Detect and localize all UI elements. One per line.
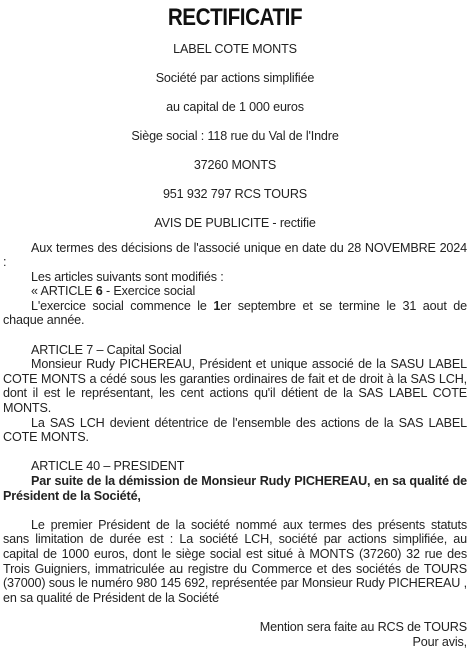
spacer	[3, 445, 467, 460]
company-capital: au capital de 1 000 euros	[3, 100, 467, 115]
article-6-prefix: « ARTICLE	[31, 284, 96, 298]
notice-headline: RECTIFICATIF	[35, 4, 434, 32]
company-name: LABEL COTE MONTS	[3, 42, 467, 57]
intro-articles: Les articles suivants sont modifiés :	[3, 270, 467, 285]
signature: Pour avis,	[3, 635, 467, 649]
article-6-body-c: er septembre et se termine le 31 aout de chaque année.	[3, 299, 467, 328]
spacer	[3, 503, 467, 518]
notice-body	[3, 241, 467, 649]
article-40-body: Le premier Président de la société nommé aux termes des présents statuts sans limitation de durée est : La société LCH, société par actions simplifiée, au capital de 1000 euros, dont le siège social est situé à MONTS (37260) 32 rue des Trois Guigniers, immatriculée au registre du Commerce et des sociétés de TOURS (37000) sous le numéro 980 145 692, représentée par Monsieur Rudy PICHEREAU , en sa qualité de Président de la Société	[3, 518, 467, 606]
article-7-body-1: Monsieur Rudy PICHEREAU, Président et unique associé de la SASU LABEL COTE MONTS a cédé sous les garanties ordinaires de fait et de droit à la SAS LCH, dont il est le représentant, les cent actions qu'il détient de la SAS LABEL COTE MONTS.	[3, 357, 467, 415]
article-40-resignation: Par suite de la démission de Monsieur Rudy PICHEREAU, en sa qualité de Président de la Société,	[3, 474, 467, 503]
company-header	[3, 42, 467, 231]
intro-decision: Aux termes des décisions de l'associé unique en date du 28 NOVEMBRE 2024 :	[3, 241, 467, 270]
company-city: 37260 MONTS	[3, 158, 467, 173]
article-6-body	[3, 299, 467, 328]
article-6-body-a: L'exercice social commence le	[31, 299, 213, 313]
article-6-number: 6	[96, 284, 103, 298]
spacer	[3, 605, 467, 620]
article-40-title: ARTICLE 40 – PRESIDENT	[3, 459, 467, 474]
article-7-title: ARTICLE 7 – Capital Social	[3, 343, 467, 358]
company-form: Société par actions simplifiée	[3, 71, 467, 86]
spacer	[3, 328, 467, 343]
article-6-body-b: 1	[213, 299, 220, 313]
article-6-title	[3, 284, 467, 299]
company-rcs: 951 932 797 RCS TOURS	[3, 187, 467, 202]
article-7-body-2: La SAS LCH devient détentrice de l'ensemble des actions de la SAS LABEL COTE MONTS.	[3, 416, 467, 445]
rcs-mention: Mention sera faite au RCS de TOURS	[3, 620, 467, 635]
notice-type: AVIS DE PUBLICITE - rectifie	[3, 216, 467, 231]
article-6-suffix: - Exercice social	[103, 284, 195, 298]
company-seat: Siège social : 118 rue du Val de l'Indre	[3, 129, 467, 144]
